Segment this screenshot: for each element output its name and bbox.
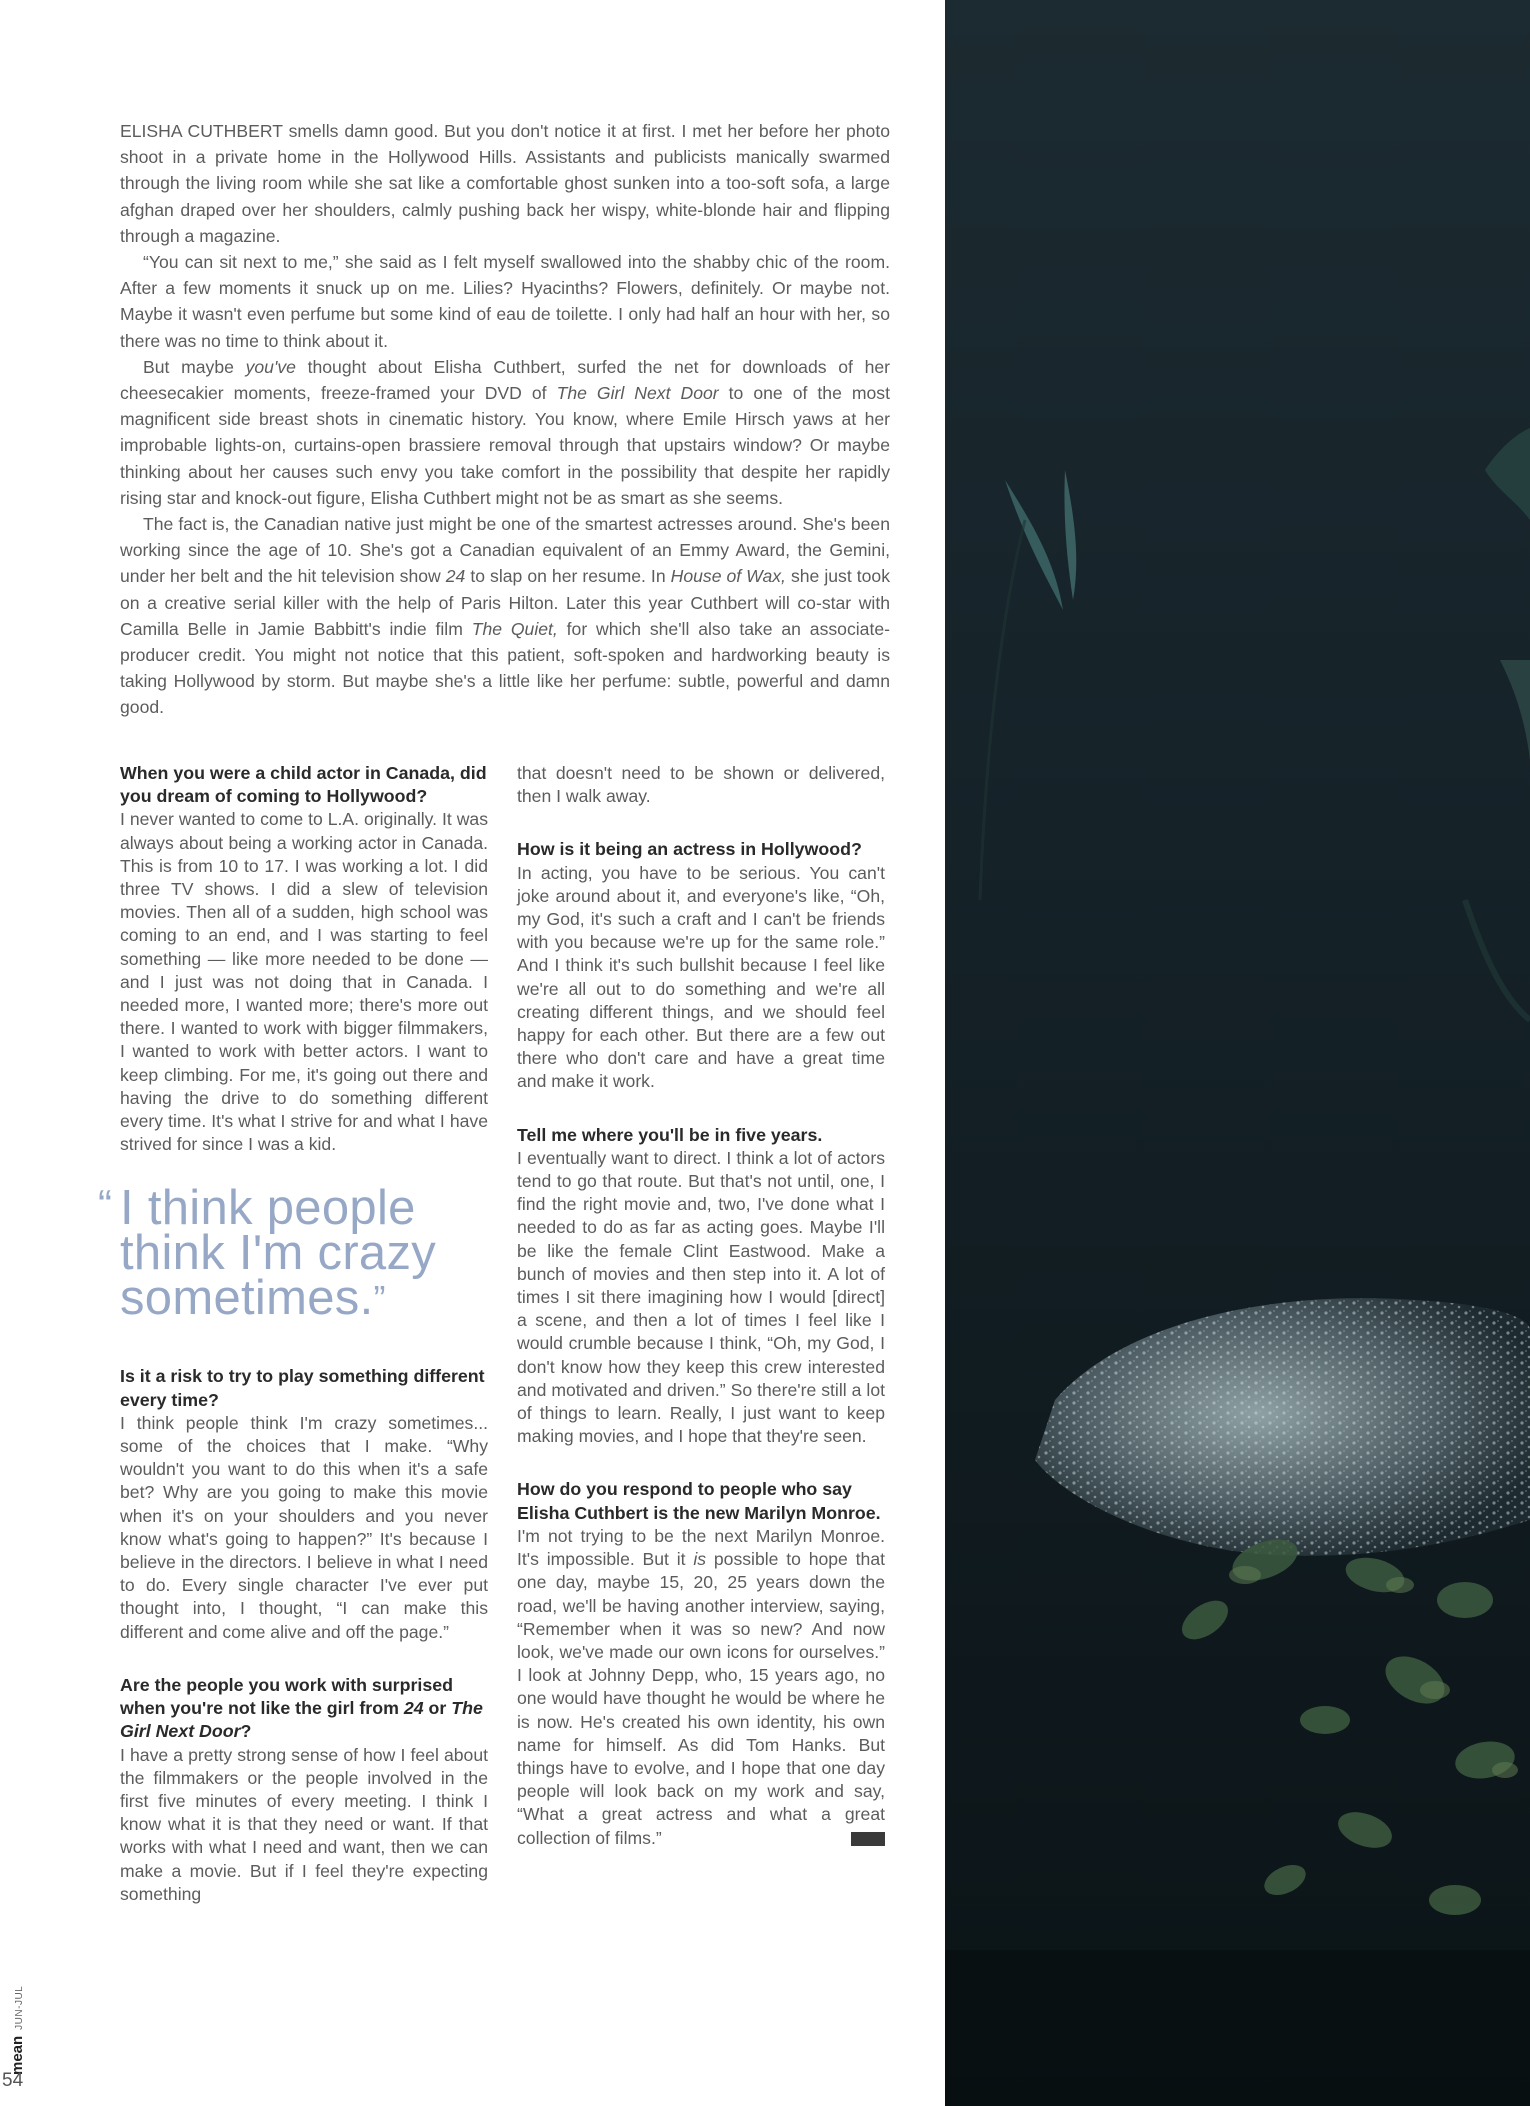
qa-block xyxy=(517,1478,885,1849)
qa-block xyxy=(517,1124,885,1449)
answer: I have a pretty strong sense of how I feel about the filmmakers or the people involved in the first five minutes of every meeting. I think I know what it is that they need or want. If that works with what I need and want, then we can make a movie. But if I feel they're expecting something xyxy=(120,1744,488,1904)
question: Are the people you work with surprised when you're not like the girl from 24 or The Girl Next Door? xyxy=(120,1674,483,1742)
intro-paragraph: ELISHA CUTHBERT smells damn good. But you don't notice it at first. I met her before her photo shoot in a private home in the Hollywood Hills. Assistants and publicists manically swarmed through the living room while she sat like a comfortable ghost sunken into a too-soft sofa, a large afghan draped over her shoulders, calmly pushing back her wispy, white-blonde hair and flipping through a magazine. xyxy=(120,121,890,246)
close-quote-mark: ” xyxy=(373,1278,386,1320)
right-column xyxy=(517,762,885,1880)
intro-paragraph: But maybe you've thought about Elisha Cuthbert, surfed the net for downloads of her cheesecakier moments, freeze-framed your DVD of The Girl Next Door to one of the most magnificent side breast shots in cinematic history. You know, where Emile Hirsch yaws at her improbable lights-on, curtains-open brassiere removal through that upstairs window? Or maybe thinking about her causes such envy you take comfort in the possibility that despite her rapidly rising star and knock-out figure, Elisha Cuthbert might not be as smart as she seems. xyxy=(120,356,890,508)
question: Is it a risk to try to play something different every time? xyxy=(120,1366,485,1410)
pull-quote-line: I think people xyxy=(120,1181,416,1236)
qa-block xyxy=(120,1365,488,1643)
intro-paragraph: The fact is, the Canadian native just might be one of the smartest actresses around. She's been working since the age of 10. She's got a Canadian equivalent of an Emmy Award, the Gemini, under her belt and the hit television show 24 to slap on her resume. In House of Wax, she just took on a creative serial killer with the help of Paris Hilton. Later this year Cuthbert will co-star with Camilla Belle in Jamie Babbitt's indie film The Quiet, for which she'll also take an associate-producer credit. You might not notice that this patient, soft-spoken and hardworking beauty is taking Hollywood by storm. But maybe she's a little like her perfume: subtle, powerful and damn good. xyxy=(120,514,891,718)
qa-block xyxy=(120,1674,488,1906)
pull-quote-line: think I'm crazy xyxy=(120,1226,437,1281)
answer: I think people think I'm crazy sometimes... some of the choices that I make. “Why wouldn't you want to do this when it's a safe bet? Why are you going to make this movie when it's on your shoulders and you never know what's going to happen?” It's because I believe in the directors. I believe in what I need to do. Every single character I've ever put thought into, I thought, “I can make this different and come alive and off the page.” xyxy=(120,1412,488,1642)
foliage-photo xyxy=(945,0,1530,2106)
page-number: 54 xyxy=(2,2070,24,2091)
article-intro xyxy=(120,118,890,721)
qa-block xyxy=(517,838,885,1093)
answer-continued: that doesn't need to be shown or delivered, then I walk away. xyxy=(517,763,885,807)
qa-block xyxy=(120,762,488,1156)
question: How is it being an actress in Hollywood? xyxy=(517,839,862,860)
question: How do you respond to people who say Elisha Cuthbert is the new Marilyn Monroe. xyxy=(517,1479,881,1523)
magazine-name: mean xyxy=(9,2035,26,2075)
answer: I'm not trying to be the next Marilyn Monroe. It's impossible. But it is possible to hope that one day, maybe 15, 20, 25 years down the road, we'll be having another interview, saying, “Remember when it was so new? And now look, we've made our own icons for ourselves.” I look at Johnny Depp, who, 15 years ago, no one would have thought he would be where he is now. He's created his own identity, his own name for himself. As did Tom Hanks. But things have to evolve, and I hope that one day people will look back on my work and say, “What a great actress and what a great collection of films.” xyxy=(517,1525,885,1848)
pull-quote-line: sometimes.” xyxy=(120,1271,386,1326)
folio-label xyxy=(9,1965,29,2075)
left-column xyxy=(98,762,488,1936)
issue-date: JUN-JUL xyxy=(14,1985,25,2030)
answer: In acting, you have to be serious. You can't joke around about it, and everyone's like, “Oh, my God, it's such a craft and I can't be friends with you because we're up for the same role.” And I think it's such bullshit because I feel like we're all out to do something and we're all creating different things, and we should feel happy for each other. But there are a few out there who don't care and have a great time and make it work. xyxy=(517,862,885,1092)
end-mark-icon xyxy=(851,1832,885,1846)
answer: I eventually want to direct. I think a lot of actors tend to go that route. But that's not until, one, I find the right movie and, two, I've done what I needed to do as far as acting goes. Maybe I'll be like the female Clint Eastwood. Make a bunch of movies and then step into it. A lot of times I sit there imagining how I would [direct] a scene, and then a lot of times I feel like I would crumble because I think, “Oh, my God, I don't know how they keep this crew interested and motivated and driven.” So there're still a lot of things to learn. Really, I just want to keep making movies, and I hope that they're seen. xyxy=(517,1147,885,1447)
answer: I never wanted to come to L.A. originally. It was always about being a working actor in Canada. This is from 10 to 17. I was working a lot. I did three TV shows. I did a slew of television movies. Then all of a sudden, high school was coming to an end, and I was starting to feel something — like more needed to be done — and I just was not doing that in Canada. I needed more, I wanted more; there's more out there. I wanted to work with bigger filmmakers, I wanted to work with better actors. I want to keep climbing. For me, it's going out there and having the drive to do something different every time. It's what I strive for and what I have strived for since I was a kid. xyxy=(120,809,488,1155)
open-quote-mark: “ xyxy=(98,1181,113,1229)
pull-quote xyxy=(98,1181,488,1326)
photo-panel xyxy=(945,0,1530,2106)
question: Tell me where you'll be in five years. xyxy=(517,1124,823,1145)
intro-paragraph: “You can sit next to me,” she said as I felt myself swallowed into the shabby chic of the room. After a few moments it snuck up on me. Lilies? Hyacinths? Flowers, definitely. Or maybe not. Maybe it wasn't even perfume but some kind of eau de toilette. I only had half an hour with her, so there was no time to think about it. xyxy=(120,252,890,351)
question: When you were a child actor in Canada, did you dream of coming to Hollywood? xyxy=(120,763,487,807)
